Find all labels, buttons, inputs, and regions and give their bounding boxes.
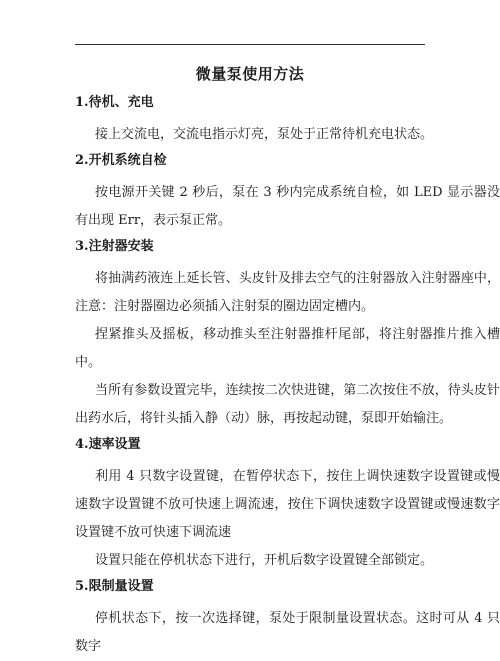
section-heading: 3.注射器安装 — [75, 239, 154, 254]
section-standby-charging — [75, 93, 500, 149]
header-rule — [75, 44, 425, 45]
document-title: 微量泵使用方法 — [195, 65, 305, 83]
section-rate-setting — [75, 435, 500, 575]
paragraph: 当所有参数设置完毕，连续按二次快进键，第二次按住不放，待头皮针出药水后，将针头插入静（动）脉，再按起动键，泵即开始输注。 — [75, 383, 500, 426]
section-heading: 1.待机、充电 — [75, 95, 154, 110]
paragraph: 捏紧推头及摇板，移动推头至注射器推杆尾部，将注射器推片推入槽中。 — [75, 327, 500, 370]
section-syringe-install — [75, 237, 500, 433]
section-heading: 4.速率设置 — [75, 437, 141, 452]
section-self-test — [75, 151, 500, 235]
paragraph: 设置只能在停机状态下进行，开机后数字设置键全部锁定。 — [95, 553, 434, 568]
section-heading: 5.限制量设置 — [75, 579, 154, 594]
section-limit-setting — [75, 577, 500, 661]
document-body — [75, 93, 500, 661]
paragraph: 停机状态下，按一次选择键，泵处于限制量设置状态。这时可从 4 只数字 — [75, 611, 500, 654]
paragraph: 利用 4 只数字设置键，在暂停状态下，按住上调快速数字设置键或慢速数字设置键不放可快速上调流速，按住下调快速数字设置键或慢速数字设置键不放可快速下调流速 — [75, 469, 500, 540]
paragraph: 按电源开关键 2 秒后，泵在 3 秒内完成系统自检，如 LED 显示器没有出现 Err，表示泵正常。 — [75, 185, 500, 228]
section-heading: 2.开机系统自检 — [75, 153, 167, 168]
paragraph: 将抽满药液连上延长管、头皮针及排去空气的注射器放入注射器座中，注意：注射器圈边必须插入注射泵的圈边固定槽内。 — [75, 271, 500, 314]
paragraph: 接上交流电，交流电指示灯亮，泵处于正常待机充电状态。 — [95, 127, 434, 142]
